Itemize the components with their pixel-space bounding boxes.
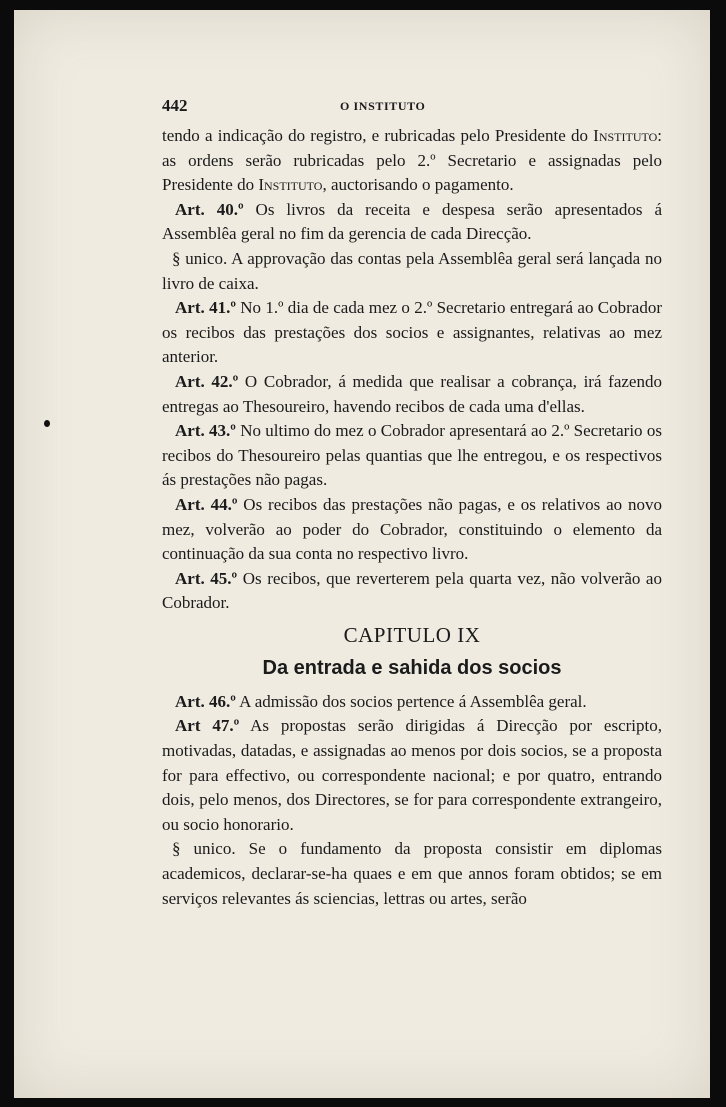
article-label: Art. 40.º bbox=[175, 199, 244, 219]
section-text: § unico. Se o fundamento da proposta consistir em diplomas academicos, declarar-se-ha quaes e em que annos foram obtidos; se em serviços relevantes ás sciencias, lettras ou artes, serão bbox=[162, 839, 662, 908]
paragraph-smallcaps: Instituto bbox=[593, 126, 658, 145]
article-41 bbox=[162, 296, 662, 370]
article-text: No 1.º dia de cada mez o 2.º Secretario entregará ao Cobrador os recibos das prestações dos socios e assignantes, relativas ao mez anterior. bbox=[162, 298, 662, 367]
section-paragraph bbox=[162, 247, 662, 296]
article-46 bbox=[162, 690, 662, 715]
article-text: A admissão dos socios pertence á Assemblêa geral. bbox=[235, 691, 587, 711]
article-44 bbox=[162, 493, 662, 567]
page-content bbox=[162, 90, 662, 911]
page-header bbox=[162, 90, 662, 124]
article-label: Art. 41.º bbox=[175, 298, 236, 318]
article-label: Art. 43.º bbox=[175, 421, 236, 441]
article-text: Os recibos, que reverterem pela quarta vez, não volverão ao Cobrador. bbox=[162, 568, 662, 613]
article-text: O Cobrador, á medida que realisar a cobrança, irá fazendo entregas ao Thesoureiro, havendo recibos de cada uma d'ellas. bbox=[162, 371, 662, 416]
paragraph-smallcaps: Instituto bbox=[258, 175, 323, 195]
article-label: Art. 44.º bbox=[175, 494, 238, 514]
article-label: Art 47.º bbox=[175, 716, 240, 736]
text-block-before bbox=[162, 124, 662, 616]
article-40 bbox=[162, 198, 662, 247]
paragraph-text: tendo a indicação do registro, e rubricadas pelo Presidente do bbox=[162, 126, 594, 145]
article-43 bbox=[162, 419, 662, 493]
paragraph-text: , auctorisando o pagamento. bbox=[322, 175, 514, 195]
article-text: Os livros da receita e despesa serão apresentados á Assemblêa geral no fim da gerencia de cada Direcção. bbox=[162, 199, 662, 244]
section-title: Da entrada e sahida dos socios bbox=[262, 656, 562, 679]
running-title: O INSTITUTO bbox=[340, 99, 426, 113]
article-label: Art. 45.º bbox=[175, 568, 238, 588]
page-number: 442 bbox=[162, 96, 188, 115]
section-text: § unico. A approvação das contas pela Assemblêa geral será lançada no livro de caixa. bbox=[162, 248, 662, 293]
paragraph-text: : as ordens serão rubricadas pelo 2.º Secretario e assignadas pelo Presidente do bbox=[162, 126, 662, 195]
article-47 bbox=[162, 714, 662, 837]
paragraph bbox=[162, 124, 662, 198]
chapter-title: CAPITULO IX bbox=[343, 622, 481, 647]
article-42 bbox=[162, 370, 662, 419]
section-paragraph bbox=[162, 837, 662, 911]
article-label: Art. 42.º bbox=[175, 371, 239, 391]
article-label: Art. 46.º bbox=[175, 691, 236, 711]
book-page bbox=[14, 10, 710, 1098]
article-text: No ultimo do mez o Cobrador apresentará ao 2.º Secretario os recibos do Thesoureiro pelas quantias que lhe entregou, e os respectivos ás prestações não pagas. bbox=[162, 421, 662, 490]
ink-spot bbox=[44, 420, 50, 427]
article-45 bbox=[162, 567, 662, 616]
text-block-after bbox=[162, 690, 662, 911]
article-text: As propostas serão dirigidas á Direcção por escripto, motivadas, datadas, e assignadas ao menos por dois socios, se a proposta for para effectivo, ou correspondente nacional; e por quatro, entrando dois, pelo menos, dos Directores, se for para correspondente extrangeiro, ou socio honorario. bbox=[162, 716, 662, 834]
article-text: Os recibos das prestações não pagas, e os relativos ao novo mez, volverão ao poder do Cobrador, constituindo o elemento da continuação da sua conta no respectivo livro. bbox=[162, 494, 662, 564]
